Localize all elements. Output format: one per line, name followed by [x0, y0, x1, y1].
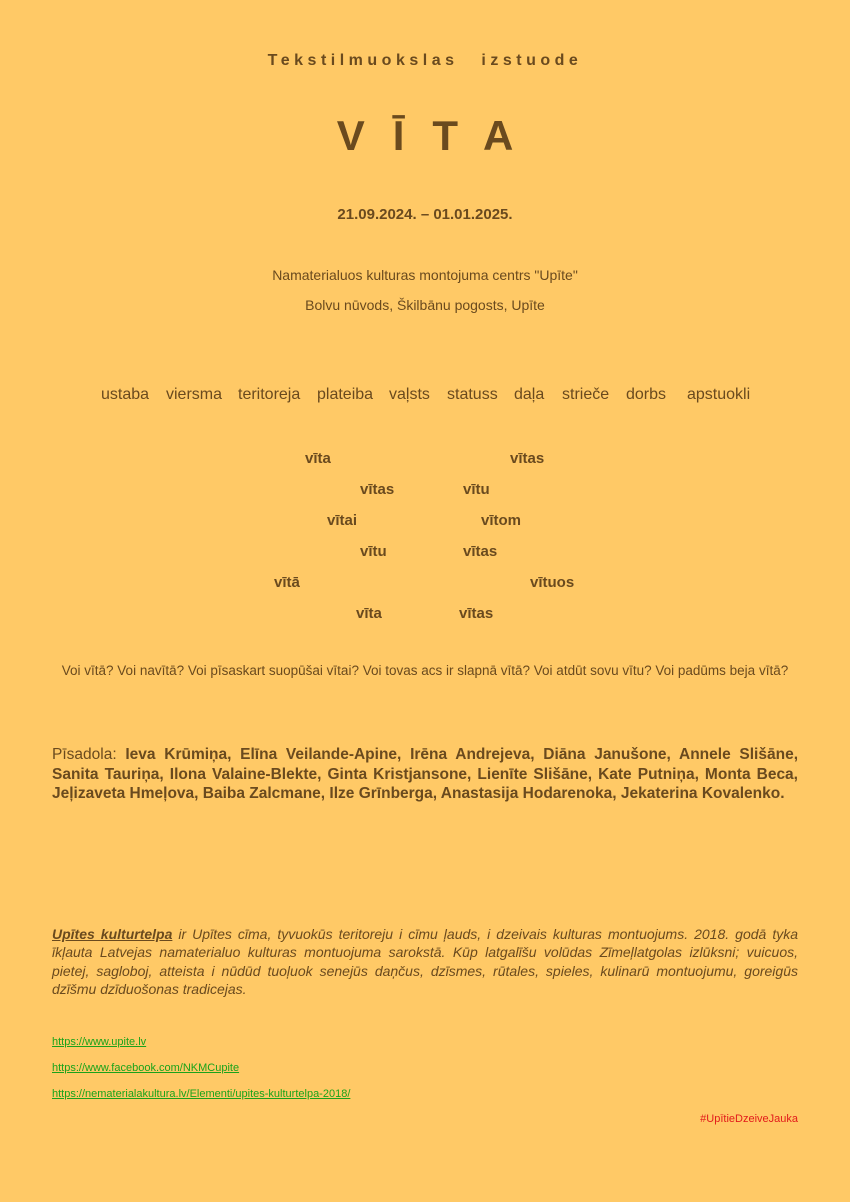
word-item: ustaba: [101, 386, 150, 403]
authors-names: Ieva Krūmiņa, Elīna Veilande-Apine, Irēna Andrejeva, Diāna Janušone, Annele Slišāne, Sanita Tauriņa, Ilona Valaine-Blekte, Ginta Kristjansone, Lienīte Slišāne, Kate Putniņa, Monta Beca, Jeļizaveta Hmeļova, Baiba Zalcmane, Ilze Grīnberga, Anastasija Hodarenoka, Jekaterina Kovalenko.: [52, 746, 798, 802]
word-form: vīta: [305, 450, 331, 467]
word-item: plateiba: [317, 386, 374, 403]
word-form: vītuos: [530, 574, 575, 591]
link-heritage-registry[interactable]: https://nematerialakultura.lv/Elementi/upites-kulturtelpa-2018/: [52, 1088, 351, 1100]
word-item: viersma: [166, 386, 223, 403]
word-forms-pattern: [0, 450, 850, 630]
word-form: vītu: [360, 543, 387, 560]
question-line: Voi vītā? Voi navītā? Voi pīsaskart suopūšai vītai? Voi tovas acs ir slapnā vītā? Voi atdūt sovu vītu? Voi padūms beja vītā?: [61, 663, 789, 678]
venue-name: Namaterialuos kulturas montojuma centrs "Upīte": [272, 267, 578, 283]
about-lead: Upītes kulturtelpa: [52, 926, 173, 942]
word-form: vītu: [463, 481, 490, 498]
word-form: vītas: [463, 543, 498, 560]
exhibition-subtitle: Tekstilmuokslas izstuode: [267, 52, 583, 69]
word-item: strieče: [562, 386, 610, 403]
word-item: dorbs: [626, 386, 667, 403]
word-form: vīta: [356, 605, 382, 622]
word-list: [0, 386, 850, 408]
link-facebook[interactable]: https://www.facebook.com/NKMCupite: [52, 1062, 240, 1074]
word-form: vītas: [510, 450, 545, 467]
word-form: vītai: [327, 512, 358, 529]
word-item: daļa: [514, 386, 545, 403]
authors-label: Pīsadola:: [52, 746, 126, 763]
hashtag: #UpītieDzeiveJauka: [700, 1113, 798, 1125]
word-form: vītas: [459, 605, 494, 622]
about-paragraph: [52, 925, 798, 998]
word-form: vītā: [274, 574, 300, 591]
word-item: vaļsts: [389, 386, 430, 403]
venue-location: Bolvu nūvods, Škilbānu pogosts, Upīte: [305, 297, 545, 313]
authors-paragraph: [52, 745, 798, 804]
word-form: vītom: [481, 512, 522, 529]
word-item: apstuokli: [687, 386, 751, 403]
word-form: vītas: [360, 481, 395, 498]
about-text: ir Upītes cīma, tyvuokūs teritoreju i cīmu ļauds, i dzeivais kulturas montuojums. 2018. godā tyka īkļauta Latvejas namaterialuo kulturas montuojuma sarokstā. Kūp latgalīšu volūdas Zīmeļlatgolas izlūksni; vuicuos, pietej, sagloboj, atteista i nūdūd tuoļuok senejūs daņčus, dzīsmes, rūtales, spieles, kulinarū montuojumu, goreigūs dzīšmu dzīduošonas tradicejas.: [52, 926, 798, 997]
word-item: teritoreja: [238, 386, 301, 403]
link-website[interactable]: https://www.upite.lv: [52, 1036, 147, 1048]
word-item: statuss: [447, 386, 498, 403]
exhibition-dates: 21.09.2024. – 01.01.2025.: [337, 206, 513, 223]
exhibition-title: VĪTA: [336, 112, 542, 159]
